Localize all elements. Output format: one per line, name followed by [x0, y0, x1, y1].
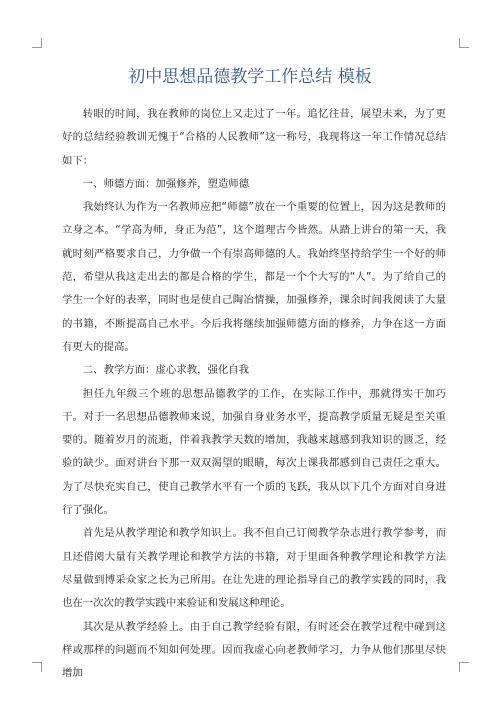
experience-paragraph: 其次是从教学经验上。由于自己教学经验有限，有时还会在教学过程中碰到这样或那样的问题而不知如何处理。因而我虚心向老教师学习，力争从他们那里尽快增加: [62, 620, 446, 680]
document-body: [62, 103, 446, 685]
page-corner-mark-bottom-right: [459, 662, 469, 672]
ethics-paragraph: 我始终认为作为一名教师应把“师德”放在一个重要的位置上，因为这是教师的立身之本。“学高为师，身正为范”，这个道理古今皆然。从踏上讲台的第一天，我就时刻严格要求自己，力争做一个有崇高师德的人。我始终坚持给学生一个好的师范，希望从我这走出去的都是合格的学生，都是一个个大写的“人”。为了给自己的学生一个好的表率，同时也是使自己陶冶情操，加强修养，课余时间我阅读了大量的书籍，不断提高自己水平。今后我将继续加强师德方面的修养，力争在这一方面有更大的提高。: [62, 201, 446, 353]
page-corner-mark-bottom-left: [32, 662, 42, 672]
page-corner-mark-top-left: [32, 38, 42, 48]
section-heading-ethics: 一、师德方面：加强修养，塑造师德: [82, 177, 250, 190]
page-title: 初中思想品德教学工作总结 模板: [128, 67, 372, 87]
teaching-paragraph: 担任九年级三个班的思想品德教学的工作，在实际工作中，那就得实干加巧干。对于一名思想品德教师来说，加强自身业务水平，提高教学质量无疑是至关重要的。随着岁月的流逝，伴着我教学天数的增加，我越来越感到我知识的匮乏，经验的缺少。面对讲台下那一双双渴望的眼睛，每次上课我都感到自己责任之重大。为了尽快充实自己，使自己教学水平有一个质的飞跃，我从以下几个方面对自身进行了强化。: [62, 387, 446, 517]
intro-paragraph: 转眼的时间，我在教师的岗位上又走过了一年。追忆往昔，展望未来，为了更好的总结经验教训无愧于“合格的人民教师”这一称号，我现将这一年工作情况总结如下：: [62, 108, 446, 167]
section-heading-teaching: 二、教学方面：虚心求教，强化自我: [82, 364, 250, 377]
page-corner-mark-top-right: [459, 38, 469, 48]
theory-paragraph: 首先是从教学理论和教学知识上。我不但自己订阅教学杂志进行教学参考，而且还借阅大量有关教学理论和教学方法的书籍，对于里面各种教学理论和教学方法尽量做到博采众家之长为己所用。在让先进的理论指导自己的教学实践的同时，我也在一次次的教学实践中来验证和发展这种理论。: [62, 527, 446, 610]
